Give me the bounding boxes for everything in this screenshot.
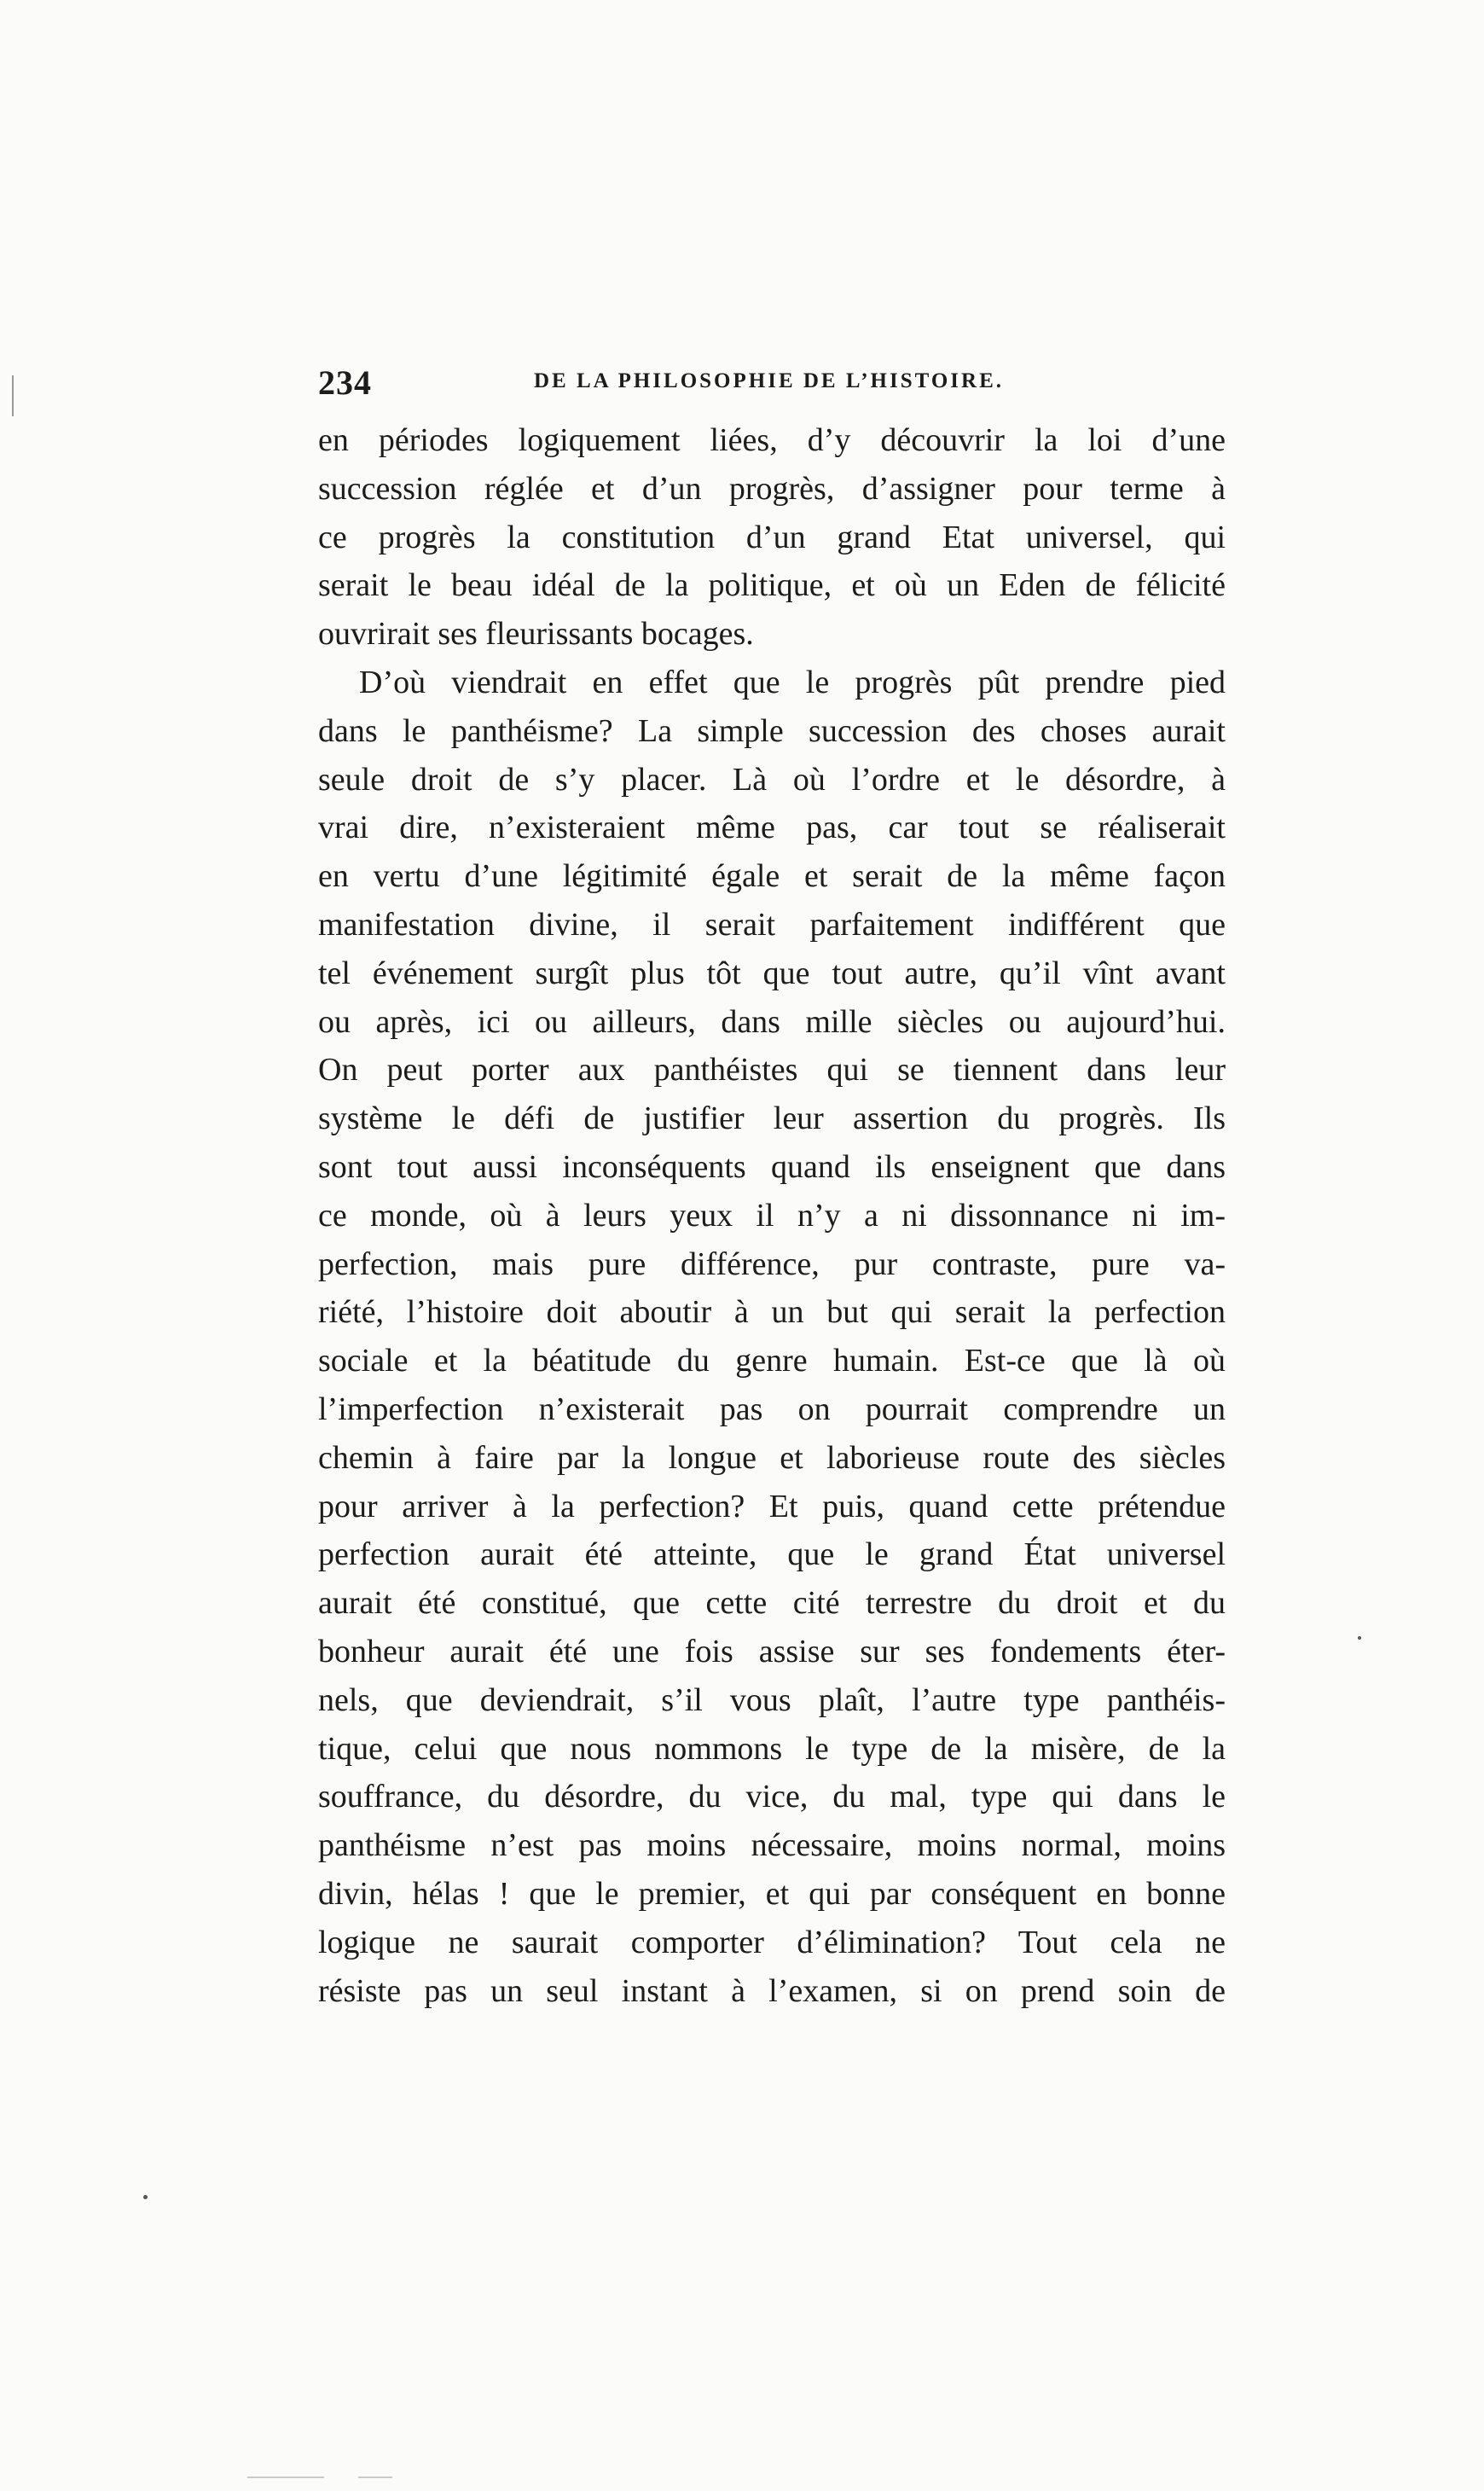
text-line: perfection, mais pure différence, pur contraste, pure va- [318, 1246, 1226, 1282]
running-head: DE LA PHILOSOPHIE DE L’HISTOIRE. [534, 369, 1005, 392]
text-line: en périodes logiquement liées, d’y découvrir la loi d’une [318, 422, 1226, 458]
text-line: système le défi de justifier leur assertion du progrès. Ils [318, 1100, 1226, 1137]
text-line: panthéisme n’est pas moins nécessaire, moins normal, moins [318, 1827, 1226, 1864]
text-line: On peut porter aux panthéistes qui se tiennent dans leur [318, 1052, 1226, 1089]
text-line: riété, l’histoire doit aboutir à un but qui serait la perfection [318, 1294, 1226, 1331]
text-line: succession réglée et d’un progrès, d’assigner pour terme à [318, 470, 1226, 507]
text-line: pour arriver à la perfection? Et puis, quand cette prétendue [318, 1488, 1226, 1524]
text-line: tique, celui que nous nommons le type de la misère, de la [318, 1730, 1226, 1767]
text-line: tel événement surgît plus tôt que tout autre, qu’il vînt avant [318, 955, 1226, 991]
body-text [318, 416, 1226, 2015]
text-line: en vertu d’une légitimité égale et serait de la même façon [318, 858, 1226, 895]
text-line: ce monde, où à leurs yeux il n’y a ni dissonnance ni im- [318, 1197, 1226, 1234]
page-header [318, 363, 1226, 410]
text-line: aurait été constitué, que cette cité terrestre du droit et du [318, 1585, 1226, 1622]
paragraph-continuation [318, 416, 1226, 659]
text-line: dans le panthéisme? La simple succession des choses aurait [318, 712, 1226, 749]
paragraph [318, 659, 1226, 2015]
text-line: vrai dire, n’existeraient même pas, car tout se réaliserait [318, 810, 1226, 846]
text-line: résiste pas un seul instant à l’examen, si on prend soin de [318, 1972, 1226, 2009]
text-line: divin, hélas ! que le premier, et qui par conséquent en bonne [318, 1875, 1226, 1912]
text-line: sociale et la béatitude du genre humain. Est-ce que là où [318, 1343, 1226, 1379]
page-number: 234 [318, 363, 372, 402]
text-line: nels, que deviendrait, s’il vous plaît, l’autre type panthéis- [318, 1681, 1226, 1718]
footer-rule [247, 2476, 324, 2478]
text-line: D’où viendrait en effet que le progrès pût prendre pied [359, 664, 1226, 700]
text-line: serait le beau idéal de la politique, et où un Eden de félicité [318, 567, 1226, 604]
text-line: ou après, ici ou ailleurs, dans mille siècles ou aujourd’hui. [318, 1003, 1226, 1040]
text-line: bonheur aurait été une fois assise sur ses fondements éter- [318, 1633, 1226, 1669]
footer-rule [358, 2476, 392, 2478]
text-line: logique ne saurait comporter d’élimination? Tout cela ne [318, 1924, 1226, 1960]
text-line: chemin à faire par la longue et laborieuse route des siècles [318, 1439, 1226, 1476]
text-line: souffrance, du désordre, du vice, du mal, type qui dans le [318, 1779, 1226, 1815]
text-line: l’imperfection n’existerait pas on pourrait comprendre un [318, 1391, 1226, 1427]
ink-speck [143, 2195, 148, 2199]
text-line: ce progrès la constitution d’un grand Etat universel, qui [318, 519, 1226, 555]
text-line: ouvrirait ses fleurissants bocages. [318, 616, 754, 653]
text-line: perfection aurait été atteinte, que le grand État universel [318, 1536, 1226, 1573]
ink-speck [1358, 1636, 1361, 1640]
text-line: manifestation divine, il serait parfaitement indifférent que [318, 906, 1226, 943]
left-margin-mark [12, 375, 14, 416]
text-line: seule droit de s’y placer. Là où l’ordre et le désordre, à [318, 761, 1226, 798]
text-line: sont tout aussi inconséquents quand ils enseignent que dans [318, 1148, 1226, 1185]
